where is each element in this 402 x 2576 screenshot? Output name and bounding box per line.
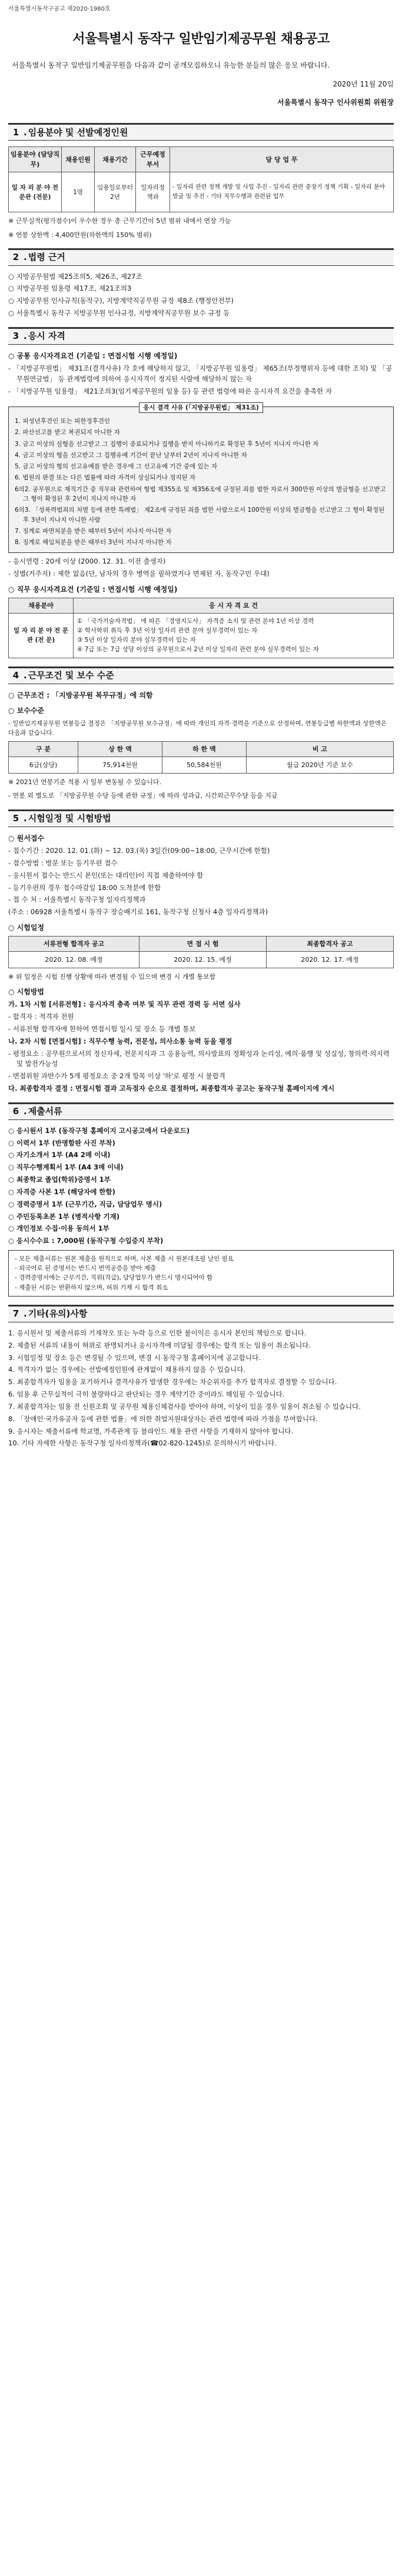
notice-number: 서울특별시동작구공고 제2020-1980호	[8, 6, 111, 12]
list-item: - 응시연령 : 20세 이상 (2000. 12. 31. 이전 출생자)	[8, 557, 166, 566]
qualify-heading: ○ 공통 응시자격요건 (기준일 : 면접시험 시행 예정일)	[8, 351, 178, 360]
disqualify-box	[8, 406, 394, 553]
list-item: - 제출된 서류는 반환하지 않으며, 허위 기재 시 합격 취소	[15, 1284, 168, 1291]
section-number: 4	[12, 670, 19, 681]
list-item: ○ 자기소개서 1부 (A4 2매 이내)	[8, 1151, 111, 1159]
col-header: 채용분야	[9, 598, 74, 613]
list-item: - 성별(거주지) : 제한 없음(단, 남자의 경우 병역을 필하였거나 면제된 자, 동작구민 우대)	[8, 569, 270, 578]
notice-date: 2020년 11월 20일	[333, 80, 394, 89]
box-title: 응시 결격 사유 (「지방공무원법」 제31조)	[139, 402, 263, 413]
section-2-header: 2 . 법령 근거	[8, 248, 394, 266]
list-item: 6의2. 공무원으로 재직기간 중 직무와 관련하여 형법 제355조 및 제356조에 규정된 죄를 범한 자로서 300만원 이상의 벌금형을 선고받고 그 형이 확정된 후 2년이 지나지 아니한 자	[15, 485, 386, 502]
section-3-header: 3 . 응시 자격	[8, 327, 394, 345]
col-header: 비 고	[246, 742, 393, 757]
list-item: 가. 1차 시험 [서류전형] : 응시자격 충족 여부 및 직무 관련 경력 등 서면 심사	[8, 1000, 241, 1009]
list-item: - 「지방공무원 임용령」 제21조의3(임기제공무원의 임용 등) 등 관련 법령에 따른 응시자격 요건을 충족한 자	[8, 387, 332, 396]
docs-note-box	[8, 1250, 394, 1297]
section-title: 응시 자격	[28, 331, 65, 342]
cell-requirements	[74, 613, 394, 658]
schedule-heading: ○ 시험일정	[8, 924, 45, 932]
docs-list	[8, 1126, 394, 1247]
list-item: ○ 개인정보 수집·이용 동의서 1부	[8, 1224, 109, 1233]
col-header: 근무예정 부서	[136, 147, 170, 172]
cell: 6급(상당)	[9, 757, 78, 774]
section-title: 근무조건 및 보수 수준	[28, 670, 114, 681]
col-header: 채용인원	[62, 147, 95, 172]
section-number: 2	[12, 251, 19, 262]
cell: 월급 2020년 기준 보수	[246, 757, 393, 774]
list-item: 9. 응시자는 제출서류에 학교명, 가족관계 등 블라인드 채용 관련 사항을 기재하지 않아야 합니다.	[8, 1427, 294, 1435]
signer: 서울특별시 동작구 인사위원회 위원장	[277, 98, 394, 106]
list-item: - 접수기간 : 2020. 12. 01.(화) ~ 12. 03.(목) 3일간(09:00~18:00, 근무시간에 한함)	[8, 847, 270, 855]
col-header: 최종합격자 공고	[267, 936, 394, 951]
list-item: 5. 금고 이상의 형의 선고유예를 받은 경우에 그 선고유예 기간 중에 있는 자	[15, 463, 218, 471]
section-1-header: 1 . 임용분야 및 선발예정인원	[8, 123, 394, 141]
col-header: 임용분야 (담당직무)	[9, 147, 62, 172]
cell-duty: - 일자리 관련 정책 개발 및 사업 추진 - 일자리 관련 중장기 정책 기획 - 일자리 분야 발굴 및 추진 - 기타 직무수행과 관련된 업무	[170, 172, 394, 212]
col-header: 면 접 시 험	[139, 936, 267, 951]
list-item: 8. 징계로 해임처분을 받은 때부터 3년이 지나지 아니한 자	[15, 539, 172, 546]
qualify-list	[8, 364, 394, 396]
list-item: 나. 2차 시험 [면접시험] : 직무수행 능력, 전문성, 의사소통 능력 등을 평정	[8, 1037, 232, 1045]
intro-text: 서울특별시 동작구 일반임기제공무원을 다음과 같이 공개모집하오니 유능한 분들의 많은 응모 바랍니다.	[12, 61, 330, 69]
job-qualify-heading: ○ 직무 응시자격요건 (기준일 : 면접시험 시행 예정일)	[8, 585, 178, 594]
section-title: 제출서류	[28, 1106, 62, 1117]
list-item: 2. 제출된 서류의 내용이 허위로 판명되거나 응시자격에 미달될 경우에는 합격 또는 임용이 취소됩니다.	[8, 1341, 311, 1349]
list-item: ○ 경력증명서 1부 (근무기간, 직급, 담당업무 명시)	[8, 1199, 162, 1208]
cell: 2020. 12. 15. 예정	[139, 951, 267, 968]
section-number: 1	[12, 126, 19, 138]
list-item: 4. 금고 이상의 형을 선고받고 그 집행유예 기간이 끝난 날부터 2년이 지나지 아니한 자	[15, 451, 247, 459]
section-4-header: 4 . 근무조건 및 보수 수준	[8, 667, 394, 684]
section-5-header: 5 . 시험일정 및 시험방법	[8, 809, 394, 827]
pay-note: - 연봉 외 별도로 「지방공무원 수당 등에 관한 규정」에 따라 성과급, 시간외근무수당 등을 지급	[8, 792, 278, 800]
section-title: 기타(유의)사항	[28, 1308, 88, 1319]
list-item: 1. 응시원서 및 제출서류의 기재착오 또는 누락 등으로 인한 불이익은 응시자 본인의 책임으로 합니다.	[8, 1329, 307, 1338]
requirement-item: ① 「국가기술자격법」 에 따른 「경영지도사」 자격증 소지 및 관련 분야 1년 이상 경력	[77, 617, 314, 625]
section-7-header: 7 . 기타(유의)사항	[8, 1305, 394, 1322]
list-item: ○ 지방공무원 임용령 제17조, 제21조의3	[8, 284, 132, 293]
list-item: ○ 이력서 1부 (반명함판 사진 부착)	[8, 1138, 115, 1147]
section-6-header: 6 . 제출서류	[8, 1102, 394, 1120]
list-item: ○ 최종학교 졸업(학위)증명서 1부	[8, 1175, 111, 1184]
cell-dept: 일자리정책과	[136, 172, 170, 212]
requirement-item: ④ 7급 또는 7급 상당 이상의 공무원으로서 2년 이상 일자리 관련 분야 실무경력이 있는 자	[77, 646, 319, 654]
list-item: 3. 금고 이상의 실형을 선고받고 그 집행이 종료되거나 집행을 받지 아니하기로 확정된 후 5년이 지나지 아니한 자	[15, 440, 319, 448]
section-title: 시험일정 및 시험방법	[28, 812, 111, 824]
work-heading: ○ 근무조건 : 「지방공무원 복무규정」에 의함	[8, 691, 153, 699]
position-note: ※ 연봉 상한액 : 4,400만원(하한액의 150% 범위)	[8, 231, 152, 239]
list-item: 4. 적격자가 없는 경우에는 선발예정인원에 관계없이 채용하지 않을 수 있습니다.	[8, 1365, 246, 1374]
list-item: 7. 최종합격자는 임용 전 신원조회 및 공무원 채용신체검사를 받아야 하며, 이상이 있을 경우 임용이 취소될 수 있습니다.	[8, 1402, 361, 1411]
list-item: - 접수방법 : 방문 또는 등기우편 접수	[8, 858, 118, 867]
list-item: 1. 피성년후견인 또는 피한정후견인	[15, 418, 111, 425]
list-item: - 면접위원 과반수가 5개 평정요소 중 2개 항목 이상 '하'로 평정 시 불합격	[8, 1072, 225, 1081]
list-item: ○ 지방공무원 인사규칙(동작구), 지방계약직공무원 규정 제8조 (행정안전부)	[8, 296, 234, 305]
list-item: 10. 기타 자세한 사항은 동작구청 일자리정책과(☎02-820-1245)로 문의하시기 바랍니다.	[8, 1439, 277, 1448]
cell: 2020. 12. 08. 예정	[9, 951, 139, 968]
disqualify-list	[15, 416, 387, 547]
requirement-item: ③ 5년 이상 일자리 분야 실무경력이 있는 자	[77, 636, 196, 644]
list-item: 6. 임용 후 근무실적이 극히 불량하다고 판단되는 경우 계약기간 중이라도 해임될 수 있습니다.	[8, 1390, 285, 1399]
list-item: ○ 주민등록초본 1부 (병적사항 기재)	[8, 1212, 119, 1221]
list-item: - 모든 제출서류는 원본 제출을 원칙으로 하며, 사본 제출 시 원본대조필 날인 필요	[15, 1255, 234, 1262]
list-item: (주소 : 06928 서울특별시 동작구 장승배기로 161, 동작구청 신청사 4층 일자리정책과)	[8, 908, 268, 917]
page-title: 서울특별시 동작구 일반임기제공무원 채용공고	[72, 31, 330, 46]
list-item: - 「지방공무원법」 제31조(결격사유) 각 호에 해당하지 않고, 「지방공무원 임용령」 제65조(부정행위자 등에 대한 조치) 및 「공무원연금법」 등 관계법령에 의하여 응시자격이 정지된 사람에 해당하지 않는 자	[8, 364, 393, 384]
list-item: 2. 파산선고를 받고 복권되지 아니한 자	[15, 429, 120, 436]
list-item: - 서류전형 합격자에 한하여 면접시험 일시 및 장소 등 개별 통보	[8, 1024, 196, 1033]
position-note: ※ 근무실적(평가점수)이 우수한 경우 총 근무기간이 5년 범위 내에서 연장 가능	[8, 217, 231, 225]
col-header: 서류전형 합격자 공고	[9, 936, 139, 951]
pay-text: - 일반임기제공무원 연봉등급 결정은 「지방공무원 보수규정」에 따라 개인의 자격·경력을 기준으로 산정하며, 연봉등급별 하한액과 상한액은 다음과 같습니다.	[8, 719, 387, 737]
list-item: 8. 「장애인·국가유공자 등에 관한 법률」에 의한 취업지원대상자는 관련 법령에 따라 가점을 부여합니다.	[8, 1414, 318, 1423]
list-item: 7. 징계로 파면처분을 받은 때부터 5년이 지나지 아니한 자	[15, 527, 172, 535]
accept-list	[8, 846, 394, 918]
section-title: 임용분야 및 선발예정인원	[28, 126, 128, 138]
list-item: 다. 최종합격자 결정 : 면접시험 결과 고득점자 순으로 결정하며, 최종합격자 공고는 동작구청 홈페이지에 게시	[8, 1084, 335, 1093]
accept-heading: ○ 원서접수	[8, 834, 45, 842]
law-list	[8, 272, 394, 319]
col-header: 담 당 업 무	[170, 147, 394, 172]
section-number: 3	[12, 331, 19, 342]
list-item: ○ 서울특별시 동작구 지방공무원 인사규정, 지방계약직공무원 보수 규정 등	[8, 309, 230, 317]
list-item: - 등기우편의 경우 접수마감일 18:00 도착분에 한함	[8, 883, 161, 892]
method-heading: ○ 시험방법	[8, 987, 45, 996]
list-item: - 평정요소 : 공무원으로서의 정신자세, 전문지식과 그 응용능력, 의사발표의 정확성과 논리성, 예의·품행 및 성실성, 창의력·의지력 및 발전가능성	[8, 1049, 390, 1068]
list-item: ○ 응시수수료 : 7,000원 (동작구청 수입증지 부착)	[8, 1237, 164, 1245]
position-table	[8, 146, 394, 212]
col-header: 응 시 자 격 요 건	[74, 598, 394, 613]
qualify-extra-list	[8, 556, 394, 579]
list-item: 5. 최종합격자가 임용을 포기하거나 결격사유가 발생한 경우에는 차순위자를 추가 합격자로 결정할 수 있습니다.	[8, 1378, 337, 1387]
cell-field: 일 자 리 분 야 전 문 관 (전 문)	[9, 613, 74, 658]
col-header: 상 한 액	[78, 742, 162, 757]
cell-period: 임용일로부터 2년	[95, 172, 136, 212]
section-number: 7	[12, 1308, 19, 1319]
section-title: 법령 근거	[28, 251, 65, 262]
pay-note: ※ 2021년 연봉기준 적용 시 일부 변동될 수 있습니다.	[8, 778, 161, 787]
list-item: - 경력증명서에는 근무기간, 직위(직급), 담당업무가 반드시 명시되어야 함	[15, 1274, 213, 1282]
cell: 2020. 12. 17. 예정	[267, 951, 394, 968]
schedule-note: ※ 위 일정은 시험 진행 상황에 따라 변경될 수 있으며 변경 시 개별 통보함	[8, 972, 216, 981]
col-header: 하 한 액	[162, 742, 246, 757]
section-number: 6	[12, 1106, 19, 1117]
requirement-item: ② 학사학위 취득 후 3년 이상 일자리 관련 분야 실무경력이 있는 자	[77, 626, 258, 634]
misc-list	[8, 1328, 394, 1449]
list-item: ○ 응시원서 1부 (동작구청 홈페이지 고시공고에서 다운로드)	[8, 1126, 190, 1135]
cell-count: 1명	[62, 172, 95, 212]
cell-field: 일 자 리 분 야 전문관 (전문)	[9, 172, 62, 212]
cell: 75,914천원	[78, 757, 162, 774]
list-item: ○ 직무수행계획서 1부 (A4 3매 이내)	[8, 1163, 124, 1172]
list-item: 6. 법원의 판결 또는 다른 법률에 따라 자격이 상실되거나 정지된 자	[15, 474, 196, 482]
method-list	[8, 999, 394, 1094]
schedule-table	[8, 936, 394, 968]
list-item: - 합격자 : 적격자 전원	[8, 1012, 74, 1021]
col-header: 채용기간	[95, 147, 136, 172]
pay-table	[8, 741, 394, 774]
section-number: 5	[12, 812, 19, 824]
list-item: - 외국어로 된 증명서는 반드시 번역공증을 받아 제출	[15, 1265, 157, 1272]
list-item: 6의3. 「성폭력범죄의 처벌 등에 관한 특례법」 제2조에 규정된 죄를 범한 사람으로서 100만원 이상의 벌금형을 선고받고 그 형이 확정된 후 3년이 지나지 아니한 사람	[15, 506, 385, 524]
job-qualify-table	[8, 598, 394, 658]
list-item: 3. 시험일정 및 장소 등은 변경될 수 있으며, 변경 시 동작구청 홈페이지에 공고합니다.	[8, 1353, 261, 1362]
list-item: ○ 지방공무원법 제25조의5, 제26조, 제27조	[8, 272, 142, 281]
list-item: ○ 자격증 사본 1부 (해당자에 한함)	[8, 1187, 115, 1196]
cell: 50,584천원	[162, 757, 246, 774]
col-header: 구 분	[9, 742, 78, 757]
list-item: - 응시원서 접수는 반드시 본인(또는 대리인)이 직접 제출하여야 함	[8, 871, 204, 879]
list-item: - 접 수 처 : 서울특별시 동작구청 일자리정책과	[8, 895, 146, 904]
pay-heading: ○ 보수수준	[8, 707, 45, 715]
